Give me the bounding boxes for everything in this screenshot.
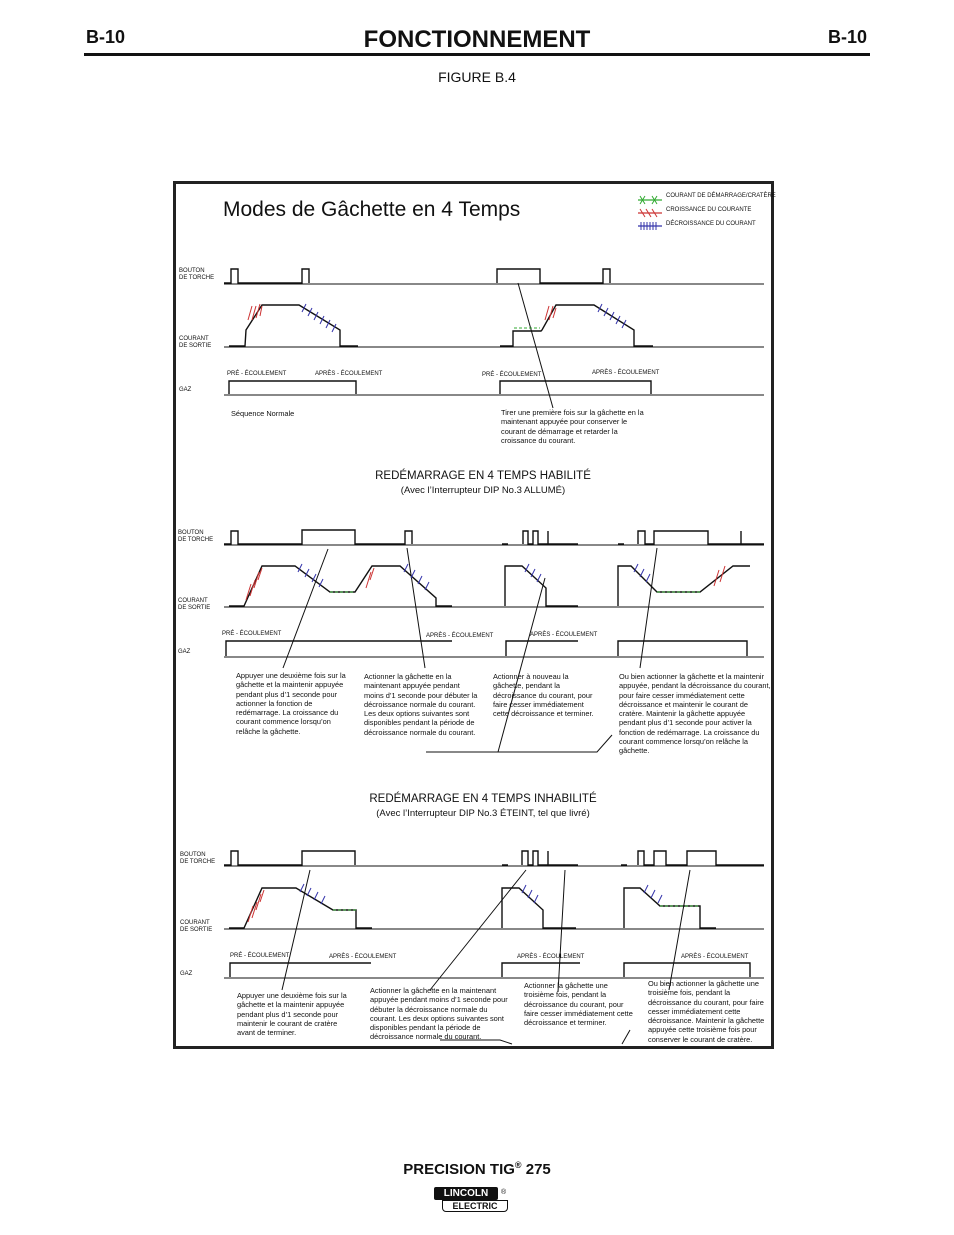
label-postflow: APRÈS - ÉCOULEMENT	[426, 633, 494, 639]
label-output-current-s2: COURANT DE SORTIE	[178, 598, 211, 611]
label-torch-button-s2: BOUTON DE TORCHE	[178, 530, 214, 543]
label-preflow: PRÉ - ÉCOULEMENT	[482, 372, 542, 378]
section3-heading: REDÉMARRAGE EN 4 TEMPS INHABILITÉ	[369, 793, 597, 805]
legend-item-start-current: COURANT DE DÉMARRAGE/CRATÈRE	[666, 193, 776, 199]
section2-slope-marks	[246, 564, 725, 600]
product-name: PRECISION TIG® 275	[403, 1160, 551, 1178]
page-code-left: B-10	[86, 27, 126, 47]
label-preflow: PRÉ - ÉCOULEMENT	[227, 371, 287, 377]
label-preflow: PRÉ - ÉCOULEMENT	[222, 631, 282, 637]
section3-note-4: Ou bien actionner la gâchette une troisième fois, pendant la décroissance du courant, pour faire cesser immédiatement cette décroissance. Maintenir la gâchette appuyée cette troisième fois pour conserver le courant de cratère.	[648, 979, 765, 1044]
section3-note-2: Actionner la gâchette en la maintenant appuyée pendant moins d’1 seconde pour débuter la décroissance normale du courant. Les deux options suivantes sont disponibles pendant la période de décroissance normale du courant.	[370, 986, 508, 1042]
label-postflow: APRÈS - ÉCOULEMENT	[592, 370, 660, 376]
section2-subheading: (Avec l’Interrupteur DIP No.3 ALLUMÉ)	[400, 485, 566, 496]
label-gas-s3: GAZ	[180, 971, 193, 977]
label-torch-button-s3: BOUTON DE TORCHE	[180, 852, 216, 865]
page-code-right: B-10	[828, 27, 868, 47]
legend-swatches	[638, 196, 662, 230]
section3-slope-marks	[248, 884, 700, 922]
page-title: FONCTIONNEMENT	[363, 26, 591, 53]
label-output-current-s3: COURANT DE SORTIE	[180, 920, 213, 933]
label-preflow: PRÉ - ÉCOULEMENT	[230, 953, 290, 959]
label-postflow: APRÈS - ÉCOULEMENT	[530, 632, 598, 638]
section1-note: Tirer une première fois sur la gâchette en la maintenant appuyée pour conserver le courant de démarrage et retarder la croissance du courant.	[501, 408, 644, 445]
label-postflow: APRÈS - ÉCOULEMENT	[681, 954, 749, 960]
section3-note-3: Actionner la gâchette une troisième fois, pendant la décroissance du courant, pour faire cesser immédiatement cette décroissance et terminer.	[524, 981, 633, 1028]
normal-sequence-label: Séquence Normale	[231, 409, 295, 418]
lincoln-electric-logo: LINCOLN ELECTRIC ®	[434, 1187, 510, 1214]
section2-note-4: Ou bien actionner la gâchette et la maintenir appuyée, pendant la décroissance du courant, pour faire cesser immédiatement cette décroissance et maintenir le courant de cratère. Maintenir la gâchette appuyée pendant plus d’1 seconde pour activer la fonction de redémarrage. La croissance du courant commence lorsqu’on relâche la gâchette.	[619, 672, 771, 756]
section3-note-1: Appuyer une deuxième fois sur la gâchette et la maintenir appuyée pendant plus d’1 seconde pour maintenir le courant de cratère avant de terminer.	[237, 991, 347, 1038]
section2-heading: REDÉMARRAGE EN 4 TEMPS HABILITÉ	[375, 470, 591, 482]
legend-item-upslope: CROISSANCE DU COURANTE	[666, 207, 752, 213]
section2-note-1: Appuyer une deuxième fois sur la gâchette et la maintenir appuyée pendant plus d’1 seconde pour actionner la fonction de redémarrage. La croissance du courant commence lorsqu’on relâche la gâchette.	[236, 671, 346, 736]
section3-subheading: (Avec l’Interrupteur DIP No.3 ÉTEINT, tel que livré)	[376, 808, 590, 819]
diagram-title: Modes de Gâchette en 4 Temps	[223, 198, 521, 221]
section2-note-3: Actionner à nouveau la gâchette, pendant la décroissance du courant, pour faire cesser immédiatement cette décroissance et terminer.	[493, 672, 594, 719]
label-gas-s2: GAZ	[178, 649, 191, 655]
label-postflow: APRÈS - ÉCOULEMENT	[315, 371, 383, 377]
label-postflow: APRÈS - ÉCOULEMENT	[517, 954, 585, 960]
label-output-current-s1: COURANT DE SORTIE	[179, 336, 212, 349]
legend-item-downslope: DÉCROISSANCE DU COURANT	[666, 221, 756, 227]
figure-label: FIGURE B.4	[438, 69, 516, 85]
label-gas-s1: GAZ	[179, 387, 192, 393]
label-torch-button-s1: BOUTON DE TORCHE	[179, 268, 215, 281]
section1-waveforms	[224, 269, 764, 408]
label-postflow: APRÈS - ÉCOULEMENT	[329, 954, 397, 960]
section2-note-2: Actionner la gâchette en la maintenant appuyée pendant moins d’1 seconde pour débuter la décroissance normale du courant. Les deux options suivantes sont disponibles pendant la période de décroissance normale du courant.	[364, 672, 478, 737]
